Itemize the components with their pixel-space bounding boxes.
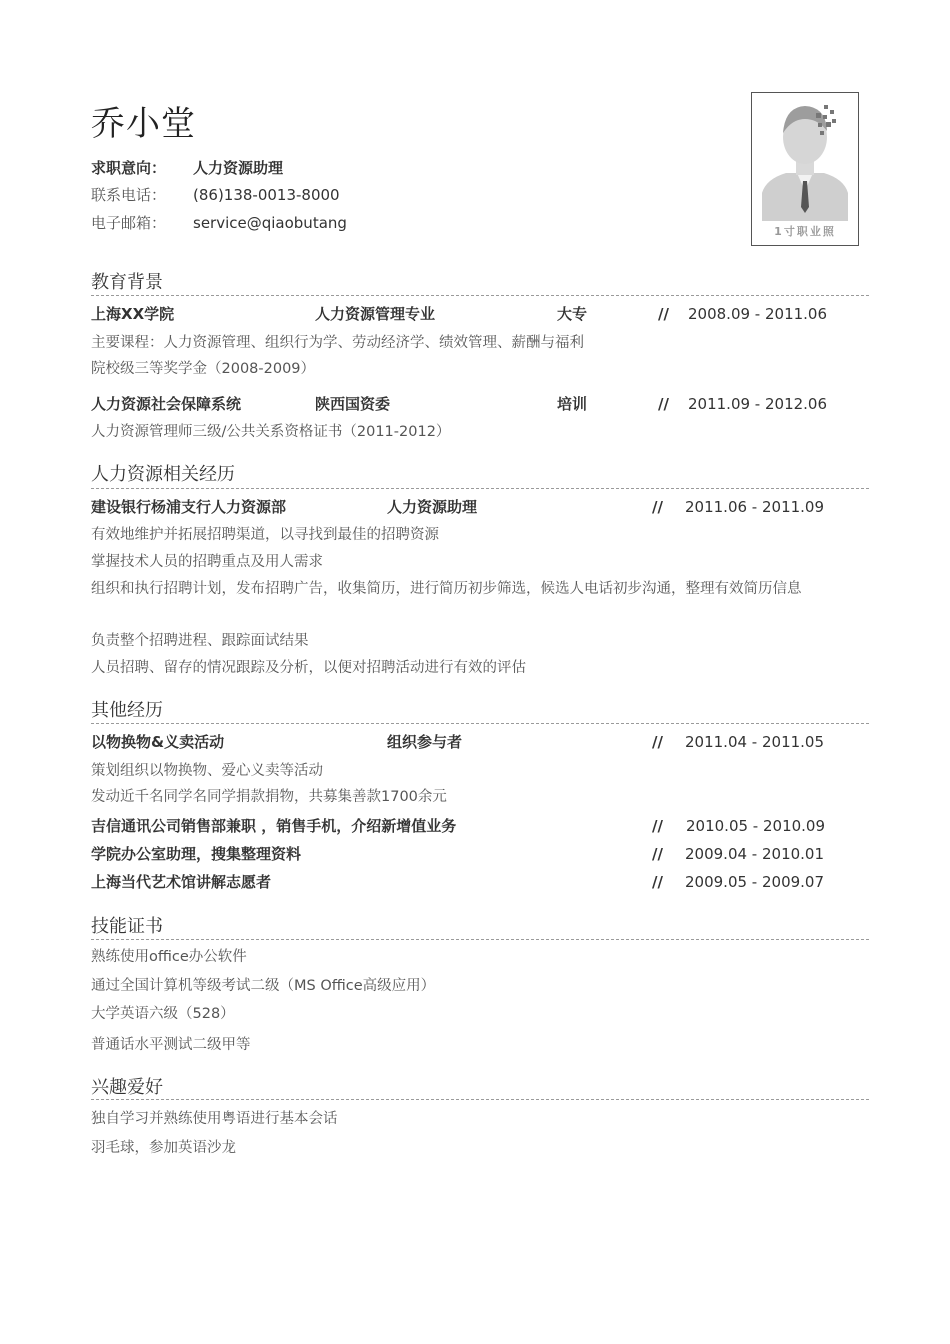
contact-row-email [91,212,347,234]
date-range: 2010.05 - 2010.09 [686,817,826,835]
section-title-other-experience: 其他经历 [91,700,163,721]
section-divider [91,1099,869,1100]
education-entry-header [91,303,869,325]
hobby-item: 羽毛球，参加英语沙龙 [91,1140,236,1156]
date-separator: // [652,817,663,835]
date-range: 2011.06 - 2011.09 [685,498,825,516]
organization: 建设银行杨浦支行人力资源部 [91,498,287,516]
experience-item [91,843,869,865]
detail-line: 院校级三等奖学金（2008-2009） [91,361,316,377]
detail-line: 主要课程：人力资源管理、组织行为学、劳动经济学、绩效管理、薪酬与福利 [91,335,584,351]
section-divider [91,723,869,724]
skill-item: 通过全国计算机等级考试二级（MS Office高级应用） [91,978,436,994]
detail-line: 策划组织以物换物、爱心义卖等活动 [91,763,323,779]
section-title-skills: 技能证书 [91,916,163,937]
skill-item: 大学英语六级（528） [91,1006,235,1022]
school-name: 人力资源社会保障系统 [91,395,242,413]
degree: 培训 [557,395,588,413]
contact-row-objective [91,157,283,179]
objective-label: 求职意向： [91,159,167,177]
role: 人力资源助理 [387,498,478,516]
degree: 大专 [557,305,588,323]
phone-label: 联系电话： [91,186,167,204]
detail-line: 负责整个招聘进程、跟踪面试结果 [91,633,309,649]
role: 组织参与者 [387,733,463,751]
detail-line: 发动近千名同学名同学捐款捐物，共募集善款1700余元 [91,789,447,805]
date-separator: // [658,305,669,323]
photo-caption: 1寸职业照 [774,225,836,238]
phone-value: (86)138-0013-8000 [193,186,340,204]
section-title-hobbies: 兴趣爱好 [91,1077,163,1098]
candidate-name: 乔小堂 [91,104,196,144]
major: 陕西国资委 [315,395,391,413]
date-separator: // [652,498,663,516]
date-range: 2011.09 - 2012.06 [688,395,828,413]
experience-entry-header [91,731,869,753]
section-title-hr-experience: 人力资源相关经历 [91,464,235,485]
date-range: 2009.05 - 2009.07 [685,873,825,891]
person-silhouette-icon [752,93,858,245]
detail-line: 人员招聘、留存的情况跟踪及分析，以便对招聘活动进行有效的评估 [91,660,526,676]
detail-line: 有效地维护并拓展招聘渠道，以寻找到最佳的招聘资源 [91,527,439,543]
hobby-item: 独自学习并熟练使用粤语进行基本会话 [91,1111,338,1127]
detail-line: 人力资源管理师三级/公共关系资格证书（2011-2012） [91,424,451,440]
date-separator: // [652,845,663,863]
email-label: 电子邮箱： [91,214,167,232]
experience-text: 上海当代艺术馆讲解志愿者 [91,873,272,891]
experience-text: 学院办公室助理，搜集整理资料 [91,845,302,863]
contact-row-phone [91,184,340,206]
section-title-education: 教育背景 [91,272,163,293]
experience-text: 吉信通讯公司销售部兼职 ，销售手机，介绍新增值业务 [91,817,457,835]
date-range: 2011.04 - 2011.05 [685,733,825,751]
experience-item [91,815,869,837]
skill-item: 普通话水平测试二级甲等 [91,1037,251,1053]
detail-line: 掌握技术人员的招聘重点及用人需求 [91,554,323,570]
date-separator: // [652,733,663,751]
school-name: 上海XX学院 [91,305,175,323]
profile-photo [751,92,859,246]
date-separator: // [658,395,669,413]
section-divider [91,488,869,489]
section-divider [91,939,869,940]
major: 人力资源管理专业 [315,305,436,323]
objective-value: 人力资源助理 [193,159,284,177]
education-entry-header [91,393,869,415]
section-divider [91,295,869,296]
experience-item [91,871,869,893]
activity: 以物换物&义卖活动 [91,733,225,751]
experience-entry-header [91,496,869,518]
date-range: 2009.04 - 2010.01 [685,845,825,863]
date-separator: // [652,873,663,891]
date-range: 2008.09 - 2011.06 [688,305,828,323]
detail-line: 组织和执行招聘计划，发布招聘广告，收集简历，进行简历初步筛选，候选人电话初步沟通，整理有效简历信息 [91,581,802,597]
skill-item: 熟练使用office办公软件 [91,949,247,965]
email-value: service@qiaobutang [193,214,347,232]
